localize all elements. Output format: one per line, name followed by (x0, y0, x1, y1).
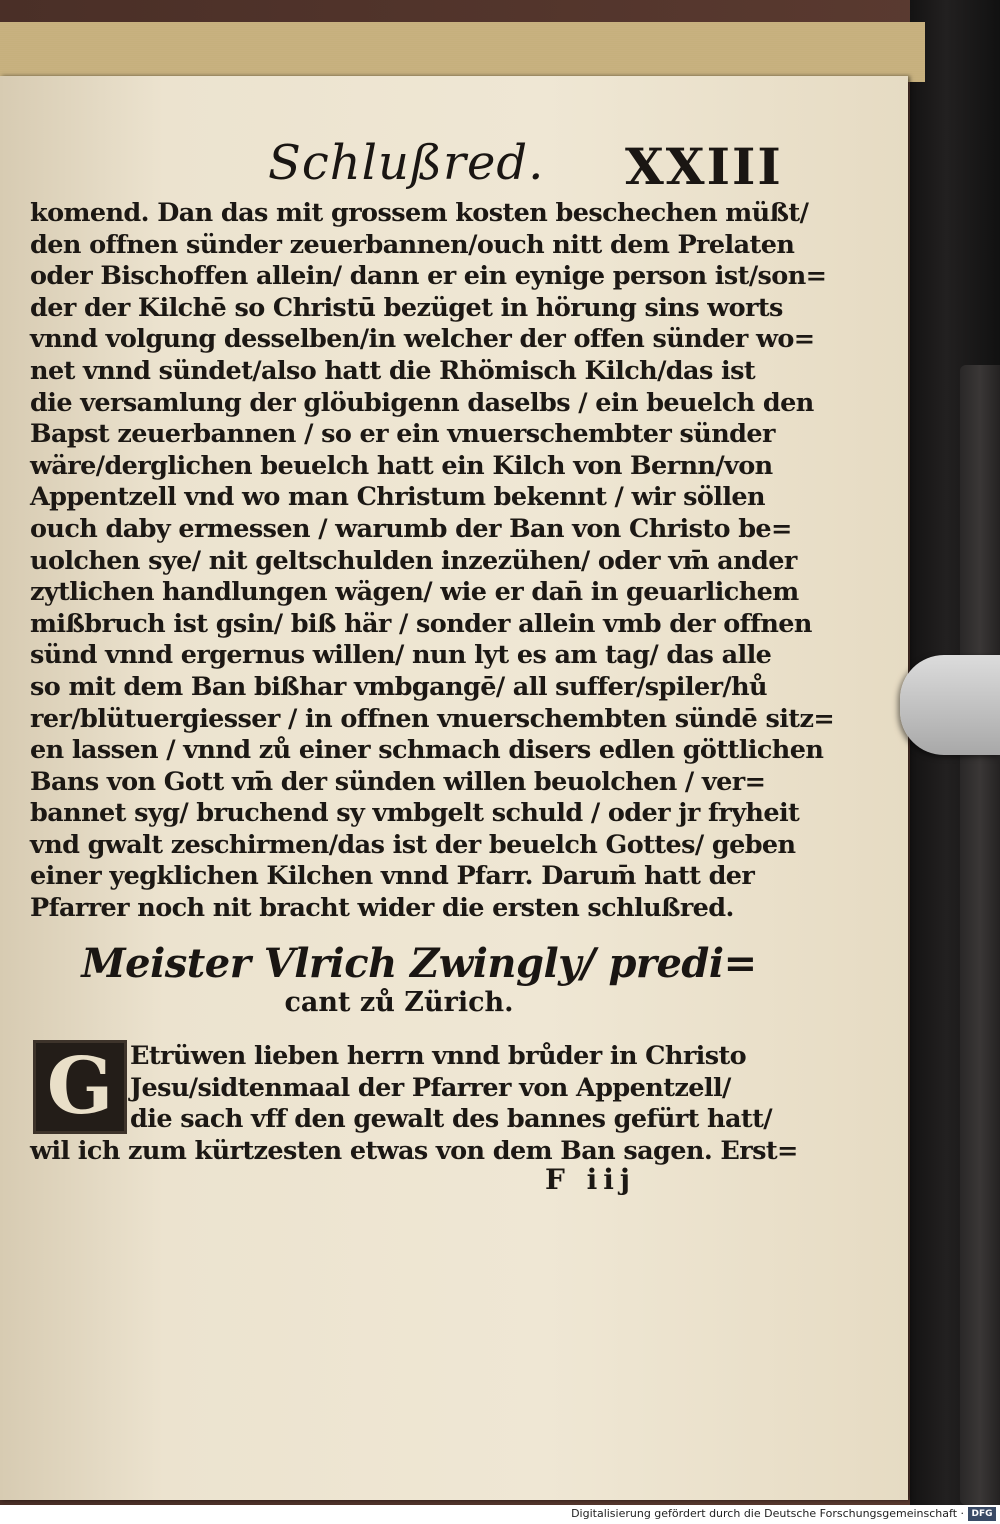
running-title: Schlußred. (268, 135, 545, 191)
text-line: wil ich zum kürtzesten etwas von dem Ban sagen. Erst= (30, 1135, 798, 1166)
initial-letter: G (46, 1041, 114, 1132)
text-line: mißbruch ist gsin/ biß här / sonder allein vmb der offnen (30, 608, 812, 639)
text-line: zytlichen handlungen wägen/ wie er dan̄ in geuarlichem (30, 577, 799, 608)
text-line: Appentzell vnd wo man Christum bekennt / wir söllen (30, 482, 765, 513)
text-line: Etrüwen lieben herrn vnnd brůder in Christo (130, 1041, 747, 1071)
text-line: Jesu/sidtenmaal der Pfarrer von Appentzell/ (130, 1072, 731, 1103)
text-line: die versamlung der glöubigenn daselbs / ein beuelch den (30, 387, 814, 418)
text-line: bannet syg/ bruchend sy vmbgelt schuld / oder jr fryheit (30, 798, 800, 829)
text-line: einer yegklichen Kilchen vnnd Pfarr. Darum̄ hatt der (30, 861, 755, 892)
text-line: den offnen sünder zeuerbannen/ouch nitt dem Prelaten (30, 229, 795, 260)
text-line: sünd vnnd ergernus willen/ nun lyt es am tag/ das alle (30, 640, 772, 671)
text-line: Bans von Gott vm̄ der sünden willen beuolchen / ver= (30, 766, 766, 797)
text-line: wäre/derglichen beuelch hatt ein Kilch von Bernn/von (30, 450, 773, 481)
footer-bar (0, 1505, 1000, 1524)
dfg-logo: DFG (968, 1507, 996, 1521)
text-line: ouch daby ermessen / warumb der Ban von Christo be= (30, 513, 792, 544)
text-line: Bapst zeuerbannen / so er ein vnuerschembter sünder (30, 419, 775, 450)
text-line: vnnd volgung desselben/in welcher der offen sünder wo= (30, 324, 815, 355)
heading-line-1: Meister Vlrich Zwingly/ predi= (81, 940, 757, 987)
text-line: net vnnd sündet/also hatt die Rhömisch Kilch/das ist (30, 355, 756, 386)
page-edges (0, 22, 925, 82)
text-line: die sach vff den gewalt des bannes gefürt hatt/ (130, 1104, 772, 1135)
section-heading (0, 940, 908, 1018)
signature-mark: F iij (545, 1163, 637, 1196)
text-line: uolchen sye/ nit geltschulden inzezühen/ oder vm̄ ander (30, 545, 797, 576)
text-line: oder Bischoffen allein/ dann er ein eynige person ist/son= (30, 261, 827, 292)
text-line: rer/blütuergiesser / in offnen vnuerschembten sündē sitz= (30, 703, 835, 734)
book-clasp (900, 655, 1000, 755)
text-line: Pfarrer noch nit bracht wider die ersten schlußred. (30, 893, 734, 924)
running-head (0, 135, 908, 205)
text-line: so mit dem Ban bißhar vmbgangē/ all suffer/spiler/hů (30, 671, 768, 702)
text-line: komend. Dan das mit grossem kosten beschechen müßt/ (30, 198, 809, 228)
folio-number: XXIII (625, 137, 783, 196)
heading-line-2: cant zů Zürich. (284, 987, 514, 1018)
paragraph-2 (30, 1040, 798, 1166)
text-line: en lassen / vnnd zů einer schmach disers edlen göttlichen (30, 735, 824, 766)
text-line: vnd gwalt zeschirmen/das ist der beuelch Gottes/ geben (30, 829, 796, 860)
footer-credit: Digitalisierung gefördert durch die Deutsche Forschungsgemeinschaft · (571, 1507, 964, 1520)
text-line: der der Kilchē so Christū bezüget in hörung sins worts (30, 292, 783, 323)
paragraph-1 (30, 198, 835, 925)
book-spine (960, 365, 1000, 1505)
